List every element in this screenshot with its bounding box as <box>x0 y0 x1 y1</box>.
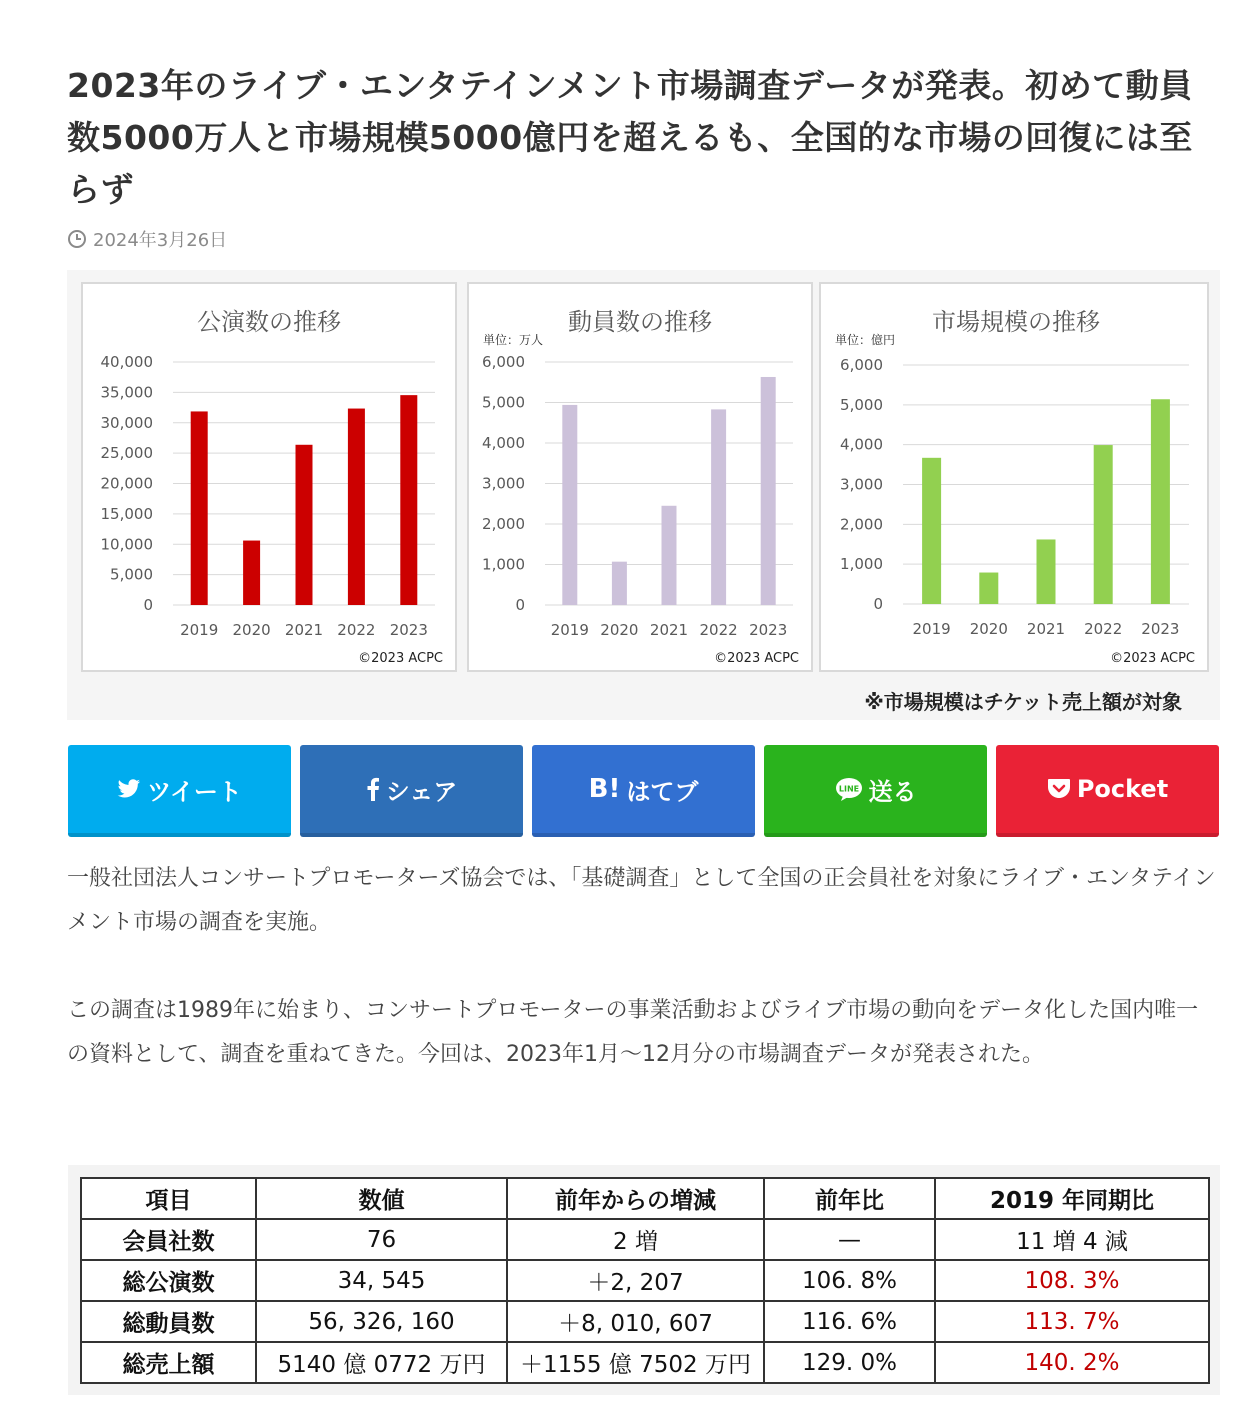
table-cell: 129. 0% <box>764 1342 935 1383</box>
clock-icon <box>67 229 87 249</box>
article-paragraph-2: この調査は1989年に始まり、コンサートプロモーターの事業活動およびライブ市場の動向をデータ化した国内唯一の資料として、調査を重ねてきた。今回は、2023年1月～12月分の市場調査データが発表された。 <box>67 998 1199 1067</box>
table-row <box>81 1260 1209 1301</box>
bar-2021 <box>296 445 313 605</box>
table-header: 2019 年同期比 <box>935 1178 1209 1219</box>
y-tick-label: 1,000 <box>840 555 883 574</box>
x-tick-label: 2020 <box>600 621 639 639</box>
y-tick-label: 2,000 <box>840 515 883 534</box>
facebook-icon <box>366 777 380 801</box>
bar-2019 <box>191 411 208 605</box>
twitter-icon <box>117 779 141 799</box>
x-tick-label: 2021 <box>1026 620 1066 638</box>
hatena-bookmark-label: はてブ <box>626 777 699 806</box>
table-cell: 11 増 4 減 <box>935 1219 1209 1260</box>
line-icon <box>835 777 863 801</box>
share-bar <box>68 745 1220 837</box>
y-tick-label: 5,000 <box>482 393 525 412</box>
chart-panel-performances <box>81 282 457 672</box>
bar-2023 <box>1151 399 1170 604</box>
bar-2022 <box>348 409 365 605</box>
table-cell: 2 増 <box>507 1219 764 1260</box>
bar-2021 <box>1037 539 1056 604</box>
line-send-button[interactable] <box>764 745 987 837</box>
y-tick-label: 6,000 <box>840 356 883 374</box>
stats-table-figure <box>68 1165 1220 1395</box>
line-send-label: 送る <box>868 777 917 806</box>
table-cell: 76 <box>256 1219 507 1260</box>
bar-2019 <box>922 458 941 604</box>
y-tick-label: 35,000 <box>100 383 153 402</box>
x-tick-label: 2023 <box>389 621 428 639</box>
chart-copyright: ©2023 ACPC <box>714 651 799 666</box>
tweet-button[interactable] <box>68 745 291 837</box>
y-tick-label: 6,000 <box>482 353 525 371</box>
x-tick-label: 2020 <box>969 620 1008 638</box>
y-tick-label: 0 <box>515 596 525 614</box>
y-tick-label: 40,000 <box>100 353 153 371</box>
market-size-chart <box>821 284 1207 670</box>
chart-panel-attendance <box>467 282 813 672</box>
bar-2023 <box>761 377 776 605</box>
table-cell: 総売上額 <box>81 1342 256 1383</box>
chart-title: 動員数の推移 <box>568 308 712 336</box>
table-header: 項目 <box>81 1178 256 1219</box>
table-header-row <box>81 1178 1209 1219</box>
bar-2023 <box>400 395 417 605</box>
x-tick-label: 2022 <box>337 621 376 639</box>
table-cell: 116. 6% <box>764 1301 935 1342</box>
table-cell: ＋8, 010, 607 <box>507 1301 764 1342</box>
x-tick-label: 2019 <box>912 620 951 638</box>
table-cell: 34, 545 <box>256 1260 507 1301</box>
bar-2021 <box>662 506 677 605</box>
x-tick-label: 2021 <box>649 621 689 639</box>
table-cell: 会員社数 <box>81 1219 256 1260</box>
table-cell: ＋1155 億 7502 万円 <box>507 1342 764 1383</box>
facebook-share-label: シェア <box>385 777 458 806</box>
y-tick-label: 4,000 <box>482 434 525 452</box>
tweet-label: ツイート <box>147 777 242 806</box>
charts-figure <box>67 270 1220 720</box>
chart-title: 公演数の推移 <box>197 308 341 336</box>
y-tick-label: 2,000 <box>482 515 525 533</box>
y-tick-label: 3,000 <box>482 474 525 493</box>
table-header: 前年からの増減 <box>507 1178 764 1219</box>
bar-2022 <box>1094 445 1113 604</box>
table-cell: 140. 2% <box>935 1342 1209 1383</box>
table-header: 前年比 <box>764 1178 935 1219</box>
y-tick-label: 30,000 <box>100 413 153 432</box>
table-cell: 106. 8% <box>764 1260 935 1301</box>
x-tick-label: 2022 <box>1084 620 1123 638</box>
bar-2020 <box>979 573 998 604</box>
x-tick-label: 2019 <box>180 621 219 639</box>
attendance-chart <box>469 284 811 670</box>
stats-table <box>80 1177 1210 1384</box>
table-row <box>81 1219 1209 1260</box>
hatena-bookmark-icon: B! <box>588 774 621 804</box>
table-cell: 総動員数 <box>81 1301 256 1342</box>
bar-2020 <box>243 541 260 605</box>
y-tick-label: 1,000 <box>482 555 525 574</box>
bar-2019 <box>562 405 577 605</box>
svg-text:LINE: LINE <box>838 784 859 794</box>
x-tick-label: 2023 <box>1141 620 1180 638</box>
chart-copyright: ©2023 ACPC <box>358 651 443 666</box>
article-paragraph-1: 一般社団法人コンサートプロモーターズ協会では、「基礎調査」として全国の正会員社を対象にライブ・エンタテインメント市場の調査を実施。 <box>67 866 1216 935</box>
pocket-icon <box>1047 778 1071 800</box>
x-tick-label: 2019 <box>550 621 589 639</box>
y-tick-label: 0 <box>143 596 153 614</box>
figure-footnote: ※市場規模はチケット売上額が対象 <box>864 690 1182 714</box>
pocket-button[interactable] <box>996 745 1219 837</box>
hatena-bookmark-button[interactable] <box>532 745 755 837</box>
table-row <box>81 1342 1209 1383</box>
bar-2020 <box>612 562 627 605</box>
bar-2022 <box>711 409 726 605</box>
y-tick-label: 10,000 <box>100 535 153 554</box>
facebook-share-button[interactable] <box>300 745 523 837</box>
y-tick-label: 15,000 <box>100 504 153 523</box>
chart-unit-label: 単位：億円 <box>835 333 896 347</box>
table-cell: 5140 億 0772 万円 <box>256 1342 507 1383</box>
table-cell: — <box>764 1219 935 1260</box>
y-tick-label: 0 <box>873 595 883 613</box>
table-cell: 113. 7% <box>935 1301 1209 1342</box>
y-tick-label: 3,000 <box>840 475 883 494</box>
x-tick-label: 2022 <box>699 621 738 639</box>
pocket-label: Pocket <box>1076 775 1169 803</box>
table-cell: 56, 326, 160 <box>256 1301 507 1342</box>
y-tick-label: 25,000 <box>100 444 153 463</box>
y-tick-label: 4,000 <box>840 435 883 454</box>
table-header: 数値 <box>256 1178 507 1219</box>
x-tick-label: 2023 <box>749 621 788 639</box>
y-tick-label: 5,000 <box>110 565 153 584</box>
table-row <box>81 1301 1209 1342</box>
y-tick-label: 20,000 <box>100 474 153 493</box>
post-date-text: 2024年3月26日 <box>93 230 228 251</box>
table-cell: ＋2, 207 <box>507 1260 764 1301</box>
chart-panel-market-size <box>819 282 1209 672</box>
chart-title: 市場規模の推移 <box>932 308 1100 336</box>
y-tick-label: 5,000 <box>840 395 883 414</box>
article-title: 2023年のライブ・エンタテインメント市場調査データが発表。初めて動員数5000万人と市場規模5000億円を超えるも、全国的な市場の回復には至らず <box>67 66 1193 209</box>
post-date <box>67 226 227 252</box>
performances-chart <box>83 284 455 670</box>
table-cell: 108. 3% <box>935 1260 1209 1301</box>
table-cell: 総公演数 <box>81 1260 256 1301</box>
chart-unit-label: 単位：万人 <box>483 333 544 347</box>
chart-copyright: ©2023 ACPC <box>1110 651 1195 666</box>
x-tick-label: 2021 <box>284 621 324 639</box>
x-tick-label: 2020 <box>232 621 271 639</box>
